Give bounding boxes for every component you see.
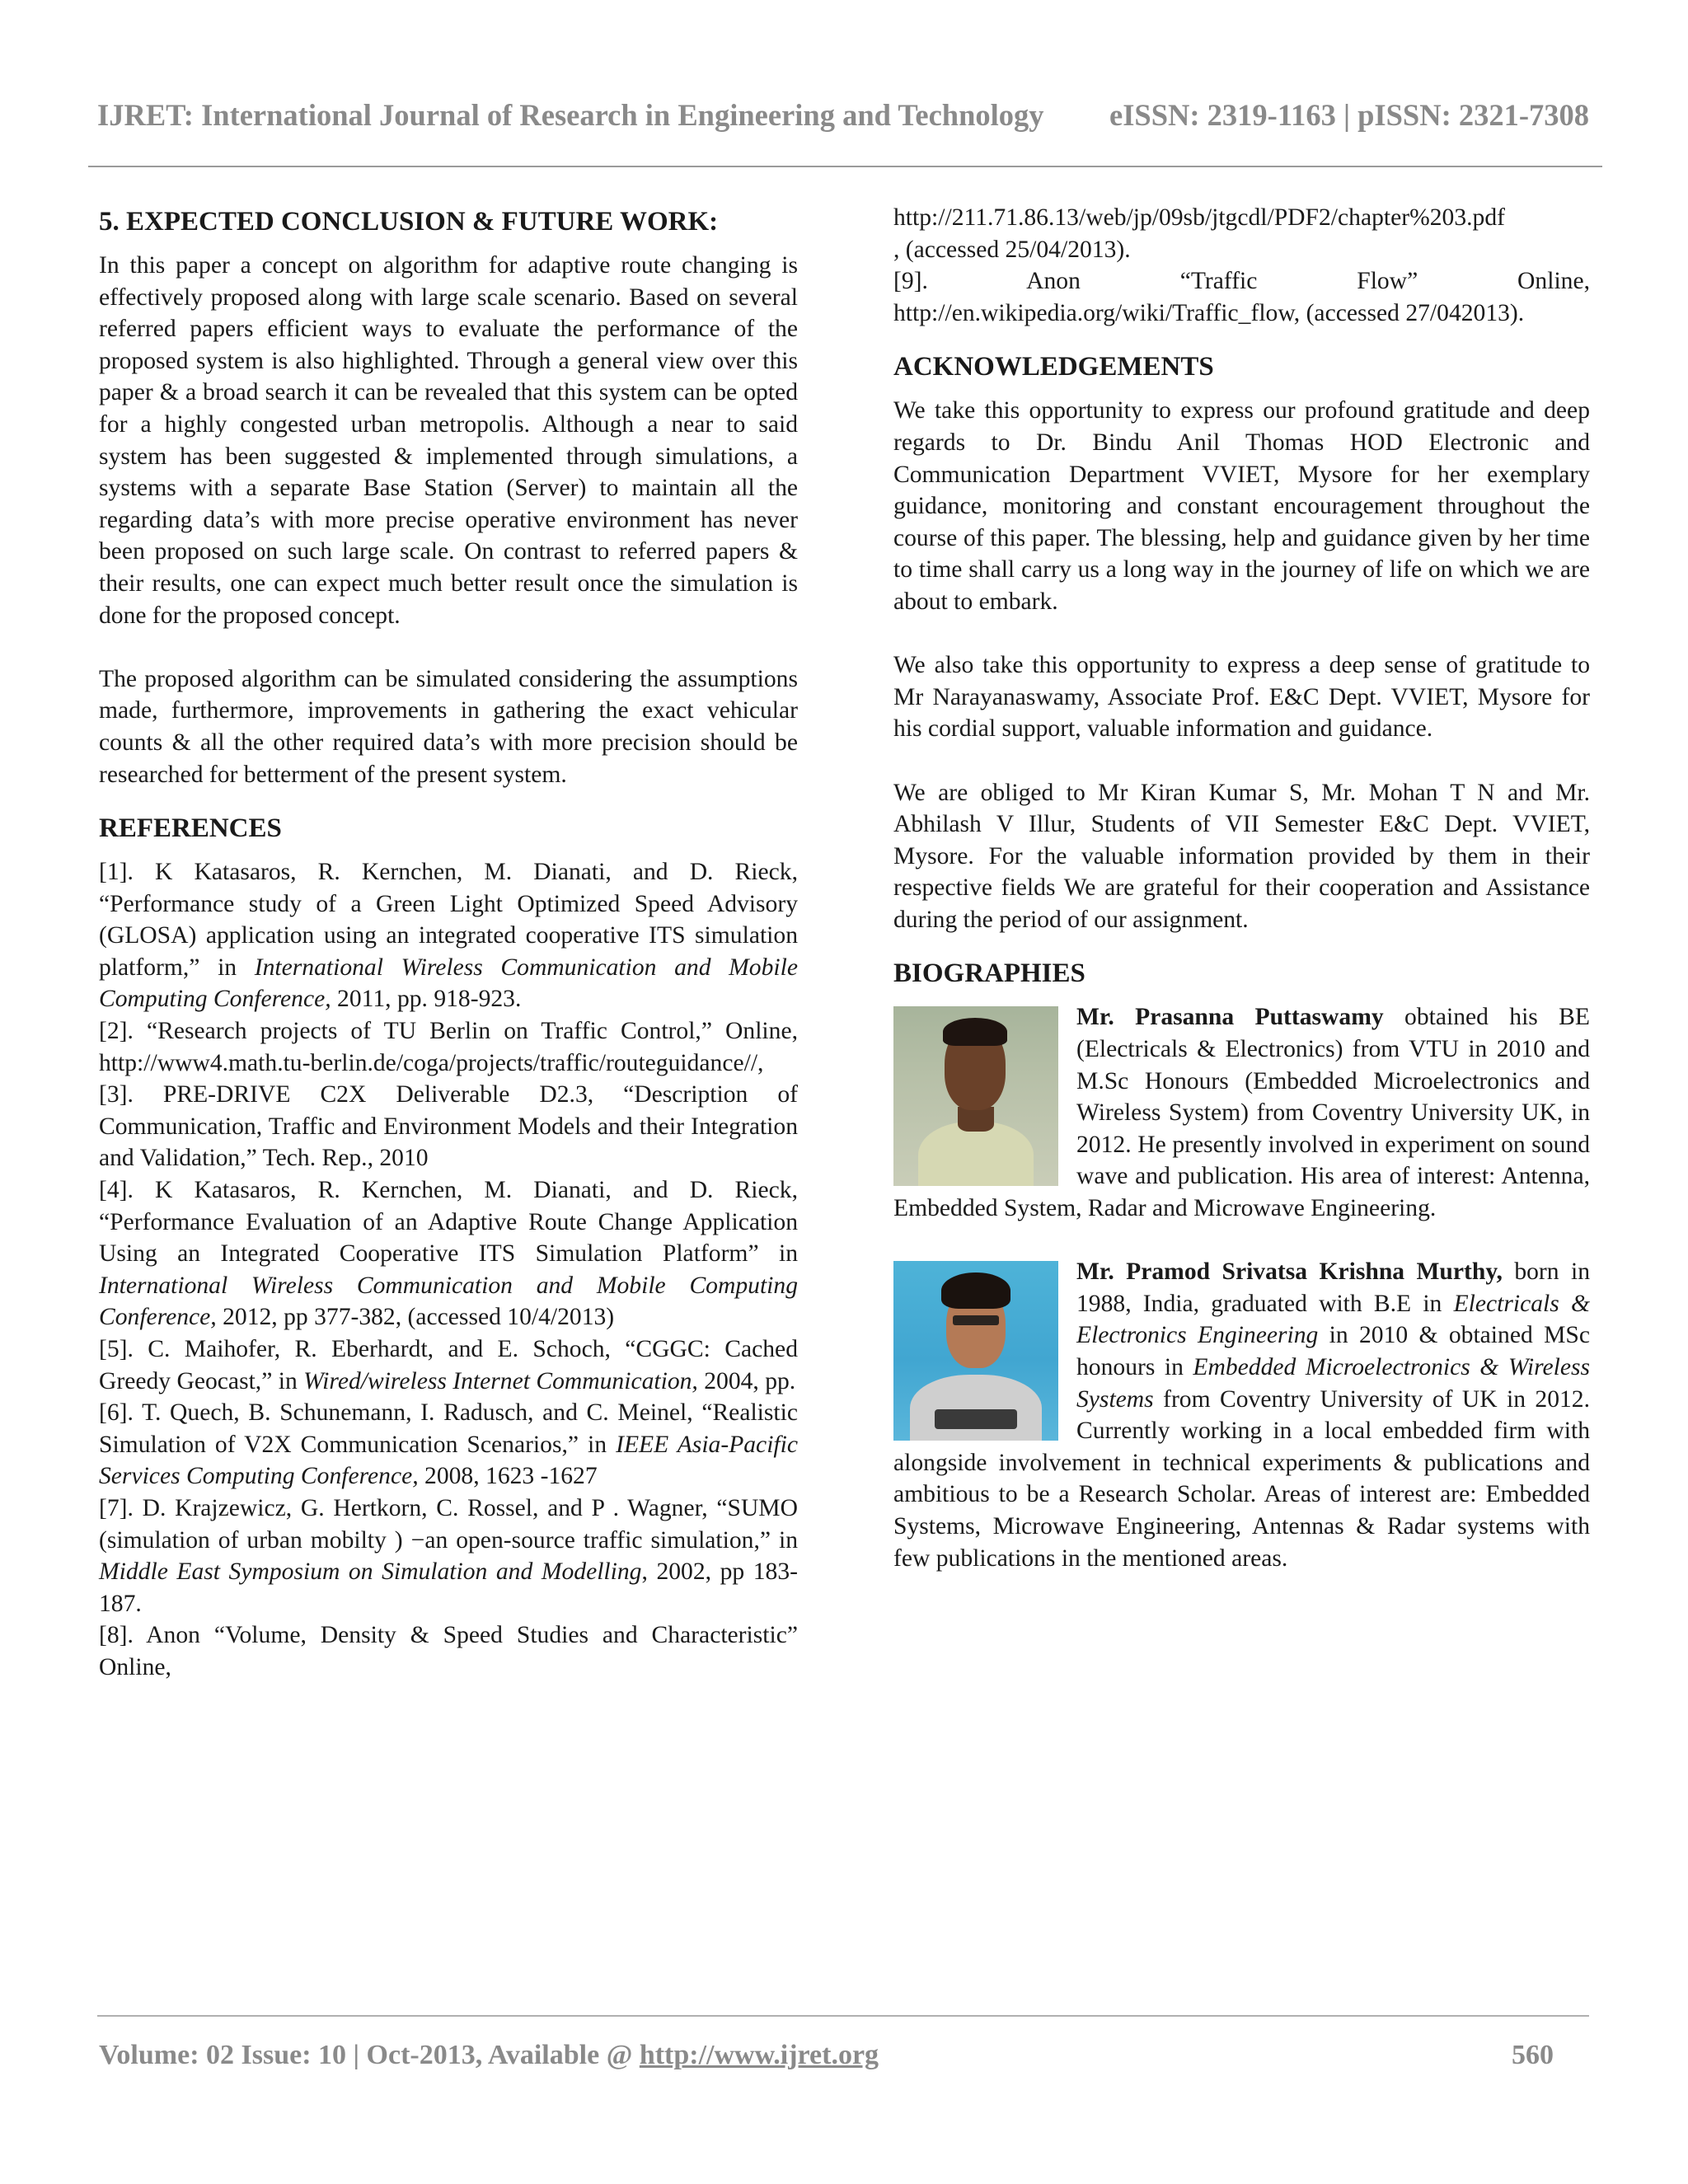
conclusion-paragraph-1: In this paper a concept on algorithm for adaptive route changing is effectively proposed along with large scale scenario. Based on several referred papers efficient ways to evaluate the performance of the proposed system is also highlighted. Through a general view over this paper & a broad search it can be revealed that this system can be opted for a highly congested urban metropolis. Although a near to said system has been suggested & implemented through simulations, a systems with a separate Base Station (Server) to maintain all the regarding data’s with more precise operative environment has never been proposed on such large scale. On contrast to referred papers & their results, one can expect much better result once the simulation is done for the proposed concept.: [99, 252, 798, 629]
biography-2-text: Mr. Pramod Srivatsa Krishna Murthy, born in 1988, India, graduated with B.E in Electricals & Electronics Engineering in 2010 & obtained MSc honours in Embedded Microelectronics & Wireless Systems from Coventry University of UK in 2012. Currently working in a local embedded firm with alongside involvement in technical experiments & publications and ambitious to be a Research Scholar. Areas of interest are: Embedded Systems, Microwave Engineering, Antennas & Radar systems with few publications in the mentioned areas.: [893, 1258, 1590, 1572]
author-photo-2: [893, 1261, 1058, 1441]
acknowledgement-paragraph-2: We also take this opportunity to express a deep sense of gratitude to Mr Narayanaswamy, Associate Prof. E&C Dept. VVIET, Mysore for his cordial support, valuable information and guidance.: [893, 652, 1590, 743]
biography-2: [893, 1256, 1590, 1574]
reference-9: [9]. Anon “Traffic Flow” Online, http://en.wikipedia.org/wiki/Traffic_flow, (accessed 27/042013).: [893, 268, 1590, 326]
conclusion-heading: 5. EXPECTED CONCLUSION & FUTURE WORK:: [99, 207, 719, 237]
page-number: 560: [1512, 2040, 1554, 2070]
page-footer: [99, 2040, 1554, 2071]
reference-5: [5]. C. Maihofer, R. Eberhardt, and E. Schoch, “CGGC: Cached Greedy Geocast,” in Wired/wireless Internet Communication, 2004, pp.: [99, 1336, 798, 1394]
author-photo-1: [893, 1006, 1058, 1186]
acknowledgement-paragraph-3: We are obliged to Mr Kiran Kumar S, Mr. Mohan T N and Mr. Abhilash V Illur, Students of VII Semester E&C Dept. VVIET, Mysore. For the valuable information provided by them in their respective fields We are grateful for their cooperation and Assistance during the period of our assignment.: [893, 779, 1590, 933]
biographies-heading: BIOGRAPHIES: [893, 958, 1085, 989]
journal-title: IJRET: International Journal of Research in Engineering and Technology: [97, 98, 1044, 132]
reference-8-url: http://211.71.86.13/web/jp/09sb/jtgcdl/PDF2/chapter%203.pdf: [893, 204, 1505, 231]
references-heading: REFERENCES: [99, 813, 282, 844]
reference-8: [8]. Anon “Volume, Density & Speed Studies and Characteristic” Online,: [99, 1622, 798, 1680]
biography-1-text: Mr. Prasanna Puttaswamy obtained his BE (Electricals & Electronics) from VTU in 2010 and M.Sc Honours (Embedded Microelectronics and Wireless System) from Coventry University UK, in 2012. He presently involved in experiment on sound wave and publication. His area of interest: Antenna, Embedded System, Radar and Microwave Engineering.: [893, 1004, 1590, 1222]
acknowledgement-paragraph-1: We take this opportunity to express our profound gratitude and deep regards to Dr. Bindu Anil Thomas HOD Electronic and Communication Department VVIET, Mysore for her exemplary guidance, monitoring and constant encouragement throughout the course of this paper. The blessing, help and guidance given by her time to time shall carry us a long way in the journey of life on which we are about to embark.: [893, 397, 1590, 615]
page-header: [97, 97, 1589, 133]
issn-numbers: eISSN: 2319-1163 | pISSN: 2321-7308: [1109, 98, 1589, 132]
conclusion-paragraph-2: The proposed algorithm can be simulated considering the assumptions made, furthermore, improvements in gathering the exact vehicular counts & all the other required data’s with more precision should be researched for betterment of the present system.: [99, 665, 798, 788]
reference-4: [4]. K Katasaros, R. Kernchen, M. Dianati, and D. Rieck, “Performance Evaluation of an Adaptive Route Change Application Using an Integrated Cooperative ITS Simulation Platform” in International Wireless Communication and Mobile Computing Conference, 2012, pp 377-382, (accessed 10/4/2013): [99, 1177, 798, 1331]
biography-1: [893, 1001, 1590, 1224]
journal-link[interactable]: http://www.ijret.org: [639, 2040, 879, 2070]
reference-6: [6]. T. Quech, B. Schunemann, I. Radusch, and C. Meinel, “Realistic Simulation of V2X Communication Scenarios,” in IEEE Asia-Pacific Services Computing Conference, 2008, 1623 -1627: [99, 1399, 798, 1490]
footer-rule: [97, 2015, 1589, 2017]
left-column: [99, 202, 798, 1684]
reference-7: [7]. D. Krajzewicz, G. Hertkorn, C. Rossel, and P . Wagner, “SUMO (simulation of urban mobilty ) −an open-source traffic simulation,” in Middle East Symposium on Simulation and Modelling, 2002, pp 183-187.: [99, 1494, 798, 1617]
reference-1: [1]. K Katasaros, R. Kernchen, M. Dianati, and D. Rieck, “Performance study of a Green Light Optimized Speed Advisory (GLOSA) application using an integrated cooperative ITS simulation platform,” in International Wireless Communication and Mobile Computing Conference, 2011, pp. 918-923.: [99, 859, 798, 1013]
header-rule: [88, 166, 1602, 167]
reference-8-accessed: , (accessed 25/04/2013).: [893, 236, 1131, 263]
right-column: [893, 202, 1590, 1574]
reference-2: [2]. “Research projects of TU Berlin on Traffic Control,” Online, http://www4.math.tu-berlin.de/coga/projects/traffic/routeguidance//,: [99, 1018, 798, 1076]
acknowledgements-heading: ACKNOWLEDGEMENTS: [893, 352, 1214, 382]
volume-info: Volume: 02 Issue: 10 | Oct-2013, Available @: [99, 2040, 640, 2070]
reference-3: [3]. PRE-DRIVE C2X Deliverable D2.3, “Description of Communication, Traffic and Environment Models and their Integration and Validation,” Tech. Rep., 2010: [99, 1081, 798, 1172]
